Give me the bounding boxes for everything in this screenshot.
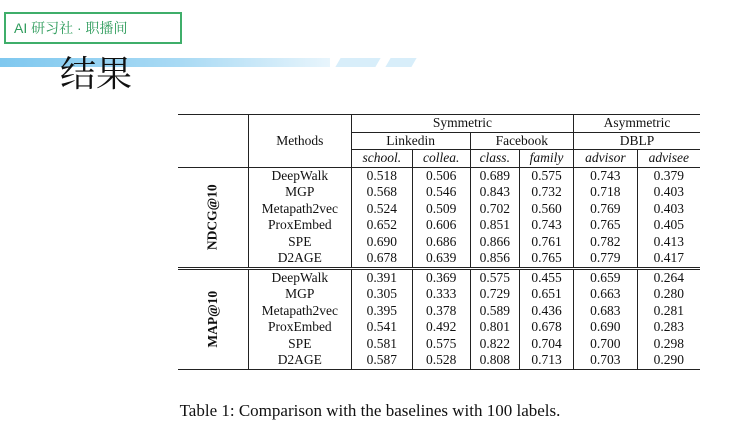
score-cell: 0.575 bbox=[470, 268, 519, 286]
score-cell: 0.782 bbox=[574, 234, 638, 251]
asymmetric-header: Asymmetric bbox=[574, 115, 700, 133]
score-cell: 0.718 bbox=[574, 184, 638, 201]
score-cell: 0.280 bbox=[637, 286, 700, 303]
score-cell: 0.702 bbox=[470, 201, 519, 218]
subcol-header: advisee bbox=[637, 150, 700, 168]
method-name: DeepWalk bbox=[248, 268, 351, 286]
score-cell: 0.391 bbox=[351, 268, 412, 286]
method-name: D2AGE bbox=[248, 250, 351, 268]
table-row bbox=[178, 268, 700, 286]
score-cell: 0.298 bbox=[637, 336, 700, 353]
score-cell: 0.575 bbox=[519, 167, 573, 184]
score-cell: 0.639 bbox=[412, 250, 470, 268]
table-row bbox=[178, 352, 700, 369]
score-cell: 0.378 bbox=[412, 303, 470, 320]
score-cell: 0.866 bbox=[470, 234, 519, 251]
method-name: D2AGE bbox=[248, 352, 351, 369]
score-cell: 0.528 bbox=[412, 352, 470, 369]
score-cell: 0.379 bbox=[637, 167, 700, 184]
score-cell: 0.690 bbox=[351, 234, 412, 251]
score-cell: 0.761 bbox=[519, 234, 573, 251]
score-cell: 0.843 bbox=[470, 184, 519, 201]
score-cell: 0.686 bbox=[412, 234, 470, 251]
score-cell: 0.281 bbox=[637, 303, 700, 320]
method-name: SPE bbox=[248, 336, 351, 353]
score-cell: 0.417 bbox=[637, 250, 700, 268]
method-name: ProxEmbed bbox=[248, 217, 351, 234]
score-cell: 0.678 bbox=[351, 250, 412, 268]
subcol-header: advisor bbox=[574, 150, 638, 168]
linkedin-header: Linkedin bbox=[351, 132, 470, 150]
score-cell: 0.743 bbox=[574, 167, 638, 184]
score-cell: 0.765 bbox=[519, 250, 573, 268]
header-stripe-segment bbox=[385, 58, 416, 67]
score-cell: 0.659 bbox=[574, 268, 638, 286]
score-cell: 0.663 bbox=[574, 286, 638, 303]
metric-group-label-text: NDCG@10 bbox=[204, 184, 220, 250]
score-cell: 0.403 bbox=[637, 201, 700, 218]
table-caption: Table 1: Comparison with the baselines with 100 labels. bbox=[179, 401, 561, 420]
score-cell: 0.801 bbox=[470, 319, 519, 336]
score-cell: 0.690 bbox=[574, 319, 638, 336]
score-cell: 0.581 bbox=[351, 336, 412, 353]
score-cell: 0.704 bbox=[519, 336, 573, 353]
header-stripe-segment bbox=[335, 58, 380, 67]
score-cell: 0.769 bbox=[574, 201, 638, 218]
score-cell: 0.729 bbox=[470, 286, 519, 303]
subcol-header: family bbox=[519, 150, 573, 168]
metric-group-label-text: MAP@10 bbox=[204, 290, 220, 348]
score-cell: 0.700 bbox=[574, 336, 638, 353]
score-cell: 0.546 bbox=[412, 184, 470, 201]
slide-title: 结果 bbox=[60, 54, 133, 95]
table-row bbox=[178, 250, 700, 268]
table-row bbox=[178, 319, 700, 336]
score-cell: 0.851 bbox=[470, 217, 519, 234]
score-cell: 0.732 bbox=[519, 184, 573, 201]
method-name: DeepWalk bbox=[248, 167, 351, 184]
score-cell: 0.652 bbox=[351, 217, 412, 234]
score-cell: 0.403 bbox=[637, 184, 700, 201]
table-row bbox=[178, 217, 700, 234]
score-cell: 0.506 bbox=[412, 167, 470, 184]
score-cell: 0.413 bbox=[637, 234, 700, 251]
score-cell: 0.264 bbox=[637, 268, 700, 286]
table-row bbox=[178, 336, 700, 353]
score-cell: 0.606 bbox=[412, 217, 470, 234]
score-cell: 0.678 bbox=[519, 319, 573, 336]
score-cell: 0.333 bbox=[412, 286, 470, 303]
score-cell: 0.405 bbox=[637, 217, 700, 234]
metric-group-label bbox=[178, 268, 248, 369]
dblp-header: DBLP bbox=[574, 132, 700, 150]
method-name: Metapath2vec bbox=[248, 303, 351, 320]
metric-group-label bbox=[178, 167, 248, 268]
subcol-header: collea. bbox=[412, 150, 470, 168]
score-cell: 0.779 bbox=[574, 250, 638, 268]
score-cell: 0.455 bbox=[519, 268, 573, 286]
score-cell: 0.683 bbox=[574, 303, 638, 320]
score-cell: 0.703 bbox=[574, 352, 638, 369]
table-row bbox=[178, 184, 700, 201]
score-cell: 0.856 bbox=[470, 250, 519, 268]
method-name: MGP bbox=[248, 286, 351, 303]
symmetric-header: Symmetric bbox=[351, 115, 573, 133]
score-cell: 0.713 bbox=[519, 352, 573, 369]
table-header-row bbox=[178, 115, 700, 133]
score-cell: 0.436 bbox=[519, 303, 573, 320]
score-cell: 0.651 bbox=[519, 286, 573, 303]
methods-header: Methods bbox=[248, 115, 351, 168]
ai-yanxishe-badge: AI 研习社 · 职播间 bbox=[4, 12, 182, 44]
score-cell: 0.369 bbox=[412, 268, 470, 286]
table-row bbox=[178, 234, 700, 251]
method-name: MGP bbox=[248, 184, 351, 201]
score-cell: 0.587 bbox=[351, 352, 412, 369]
table-row bbox=[178, 303, 700, 320]
score-cell: 0.808 bbox=[470, 352, 519, 369]
table-row bbox=[178, 167, 700, 184]
method-name: ProxEmbed bbox=[248, 319, 351, 336]
score-cell: 0.492 bbox=[412, 319, 470, 336]
method-name: Metapath2vec bbox=[248, 201, 351, 218]
table-row bbox=[178, 286, 700, 303]
score-cell: 0.518 bbox=[351, 167, 412, 184]
score-cell: 0.541 bbox=[351, 319, 412, 336]
subcol-header: class. bbox=[470, 150, 519, 168]
score-cell: 0.509 bbox=[412, 201, 470, 218]
score-cell: 0.283 bbox=[637, 319, 700, 336]
score-cell: 0.589 bbox=[470, 303, 519, 320]
results-table bbox=[178, 114, 700, 370]
score-cell: 0.568 bbox=[351, 184, 412, 201]
score-cell: 0.689 bbox=[470, 167, 519, 184]
header-stripe bbox=[0, 58, 330, 67]
score-cell: 0.743 bbox=[519, 217, 573, 234]
table-row bbox=[178, 201, 700, 218]
score-cell: 0.560 bbox=[519, 201, 573, 218]
score-cell: 0.305 bbox=[351, 286, 412, 303]
corner-cell bbox=[178, 115, 248, 168]
method-name: SPE bbox=[248, 234, 351, 251]
score-cell: 0.395 bbox=[351, 303, 412, 320]
score-cell: 0.290 bbox=[637, 352, 700, 369]
score-cell: 0.524 bbox=[351, 201, 412, 218]
subcol-header: school. bbox=[351, 150, 412, 168]
score-cell: 0.765 bbox=[574, 217, 638, 234]
facebook-header: Facebook bbox=[470, 132, 574, 150]
score-cell: 0.822 bbox=[470, 336, 519, 353]
score-cell: 0.575 bbox=[412, 336, 470, 353]
